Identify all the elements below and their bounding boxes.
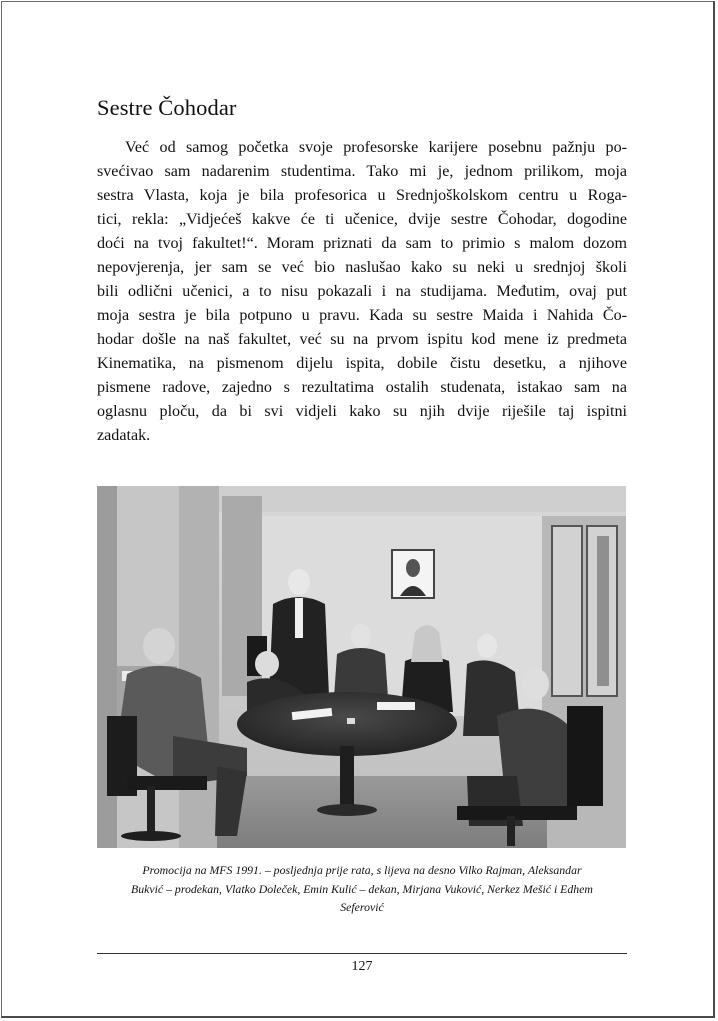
paragraph-line: Već od samog početka svoje profesorske karijere posebnu pažnju po- <box>125 139 627 156</box>
paragraph-line: oglasnu ploču, da bi svi vidjeli kako su njih dvije riješile taj ispitni <box>97 403 627 420</box>
paragraph-line: Kinematika, na pismenom dijelu ispita, dobile čistu desetku, a njihove <box>97 355 627 372</box>
paragraph-line: hodar došle na naš fakultet, već su na prvom ispitu kod mene iz predmeta <box>97 331 627 348</box>
paragraph-line: svećivao sam nadarenim studentima. Tako mi je, jednom prilikom, moja <box>97 163 627 180</box>
caption-line: Seferović <box>340 900 384 914</box>
paragraph-line: nepovjerenja, jer sam se već bio naslušao kako su neki u srednjoj školi <box>97 259 627 276</box>
body-paragraph <box>97 136 627 448</box>
group-photo <box>97 486 626 848</box>
paragraph-line: pismene radove, zajedno s rezultatima ostalih studenata, istakao sam na <box>97 379 627 396</box>
photo-caption <box>97 861 627 917</box>
paragraph-line: doći na tvoj fakultet!“. Moram priznati da sam to primio s malom dozom <box>97 235 627 252</box>
paragraph-line: moja sestra je bila potpuno u pravu. Kada su sestre Maida i Nahida Čo- <box>97 307 627 324</box>
caption-line: Bukvić – prodekan, Vlatko Doleček, Emin Kulić – dekan, Mirjana Vuković, Nerkez Mešić i Edhem <box>131 881 593 896</box>
paragraph-line: tici, rekla: „Vidjećeš kakve će ti učenice, dvije sestre Čohodar, dogodine <box>97 211 627 228</box>
section-title: Sestre Čohodar <box>97 95 237 120</box>
paragraph-line: bili odlični učenici, a to nisu pokazali i na studijama. Međutim, ovaj put <box>97 283 627 300</box>
paragraph-line: zadatak. <box>97 427 151 444</box>
caption-line: Promocija na MFS 1991. – posljednja prije rata, s lijeva na desno Vilko Rajman, Aleksandar <box>142 863 582 877</box>
paragraph-line: sestra Vlasta, koja je bila profesorica u Srednjoškolskom centru u Roga- <box>97 187 627 204</box>
footer-divider <box>97 953 627 954</box>
page-number: 127 <box>351 959 373 974</box>
